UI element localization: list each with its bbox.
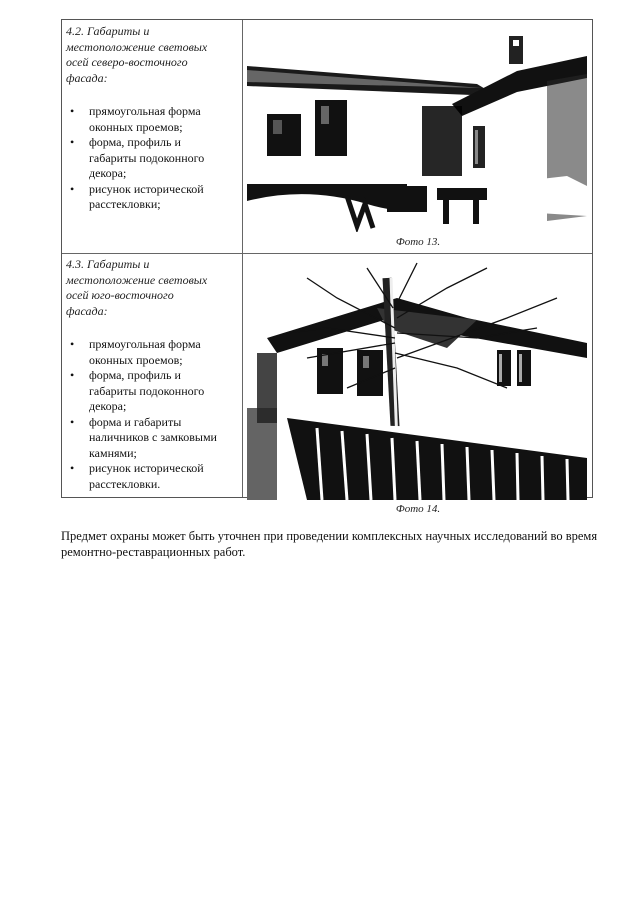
list-item: • рисунок исторической расстекловки; [66,182,238,213]
list-item: • форма и габариты наличников с замковыми камнями; [66,415,238,462]
list-item: • рисунок исторической расстекловки. [66,461,238,492]
row-1-text-cell [66,24,238,213]
feature-list-4-2 [66,104,238,213]
list-item: • прямоугольная форма оконных проемов; [66,104,238,135]
photo-13-caption: Фото 13. [395,236,441,248]
photo-14-image [247,258,587,500]
list-item: • форма, профиль и габариты подоконного декора; [66,368,238,415]
feature-list-4-3 [66,337,238,492]
list-item: • прямоугольная форма оконных проемов; [66,337,238,368]
photo-13-image [247,26,587,232]
row-2-text-cell [66,257,238,492]
section-heading-4-3: 4.3. Габариты и местоположение световых осей юго-восточного фасада: [66,257,208,318]
column-divider [242,20,243,497]
list-item: • форма, профиль и габариты подоконного декора; [66,135,238,182]
row-divider [62,253,592,254]
protection-table [61,19,593,515]
photo-14-caption: Фото 14. [395,503,441,515]
section-heading-4-2: 4.2. Габариты и местоположение световых осей северо-восточного фасада: [66,24,208,85]
protection-note-paragraph: Предмет охраны может быть уточнен при проведении комплексных научных исследований во время ремонтно-реставрационных работ. [61,529,598,559]
